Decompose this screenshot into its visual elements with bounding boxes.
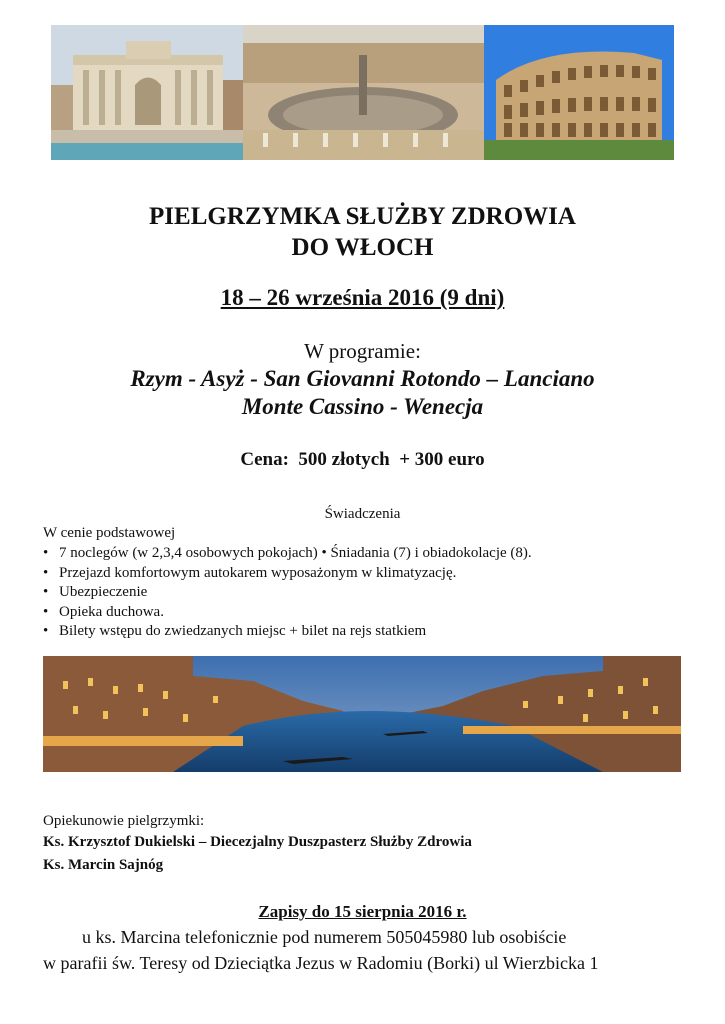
photo-venice-panorama: [43, 656, 681, 772]
benefit-item: • Opieka duchowa.: [43, 603, 532, 623]
organizer-name: Ks. Krzysztof Dukielski – Diecezjalny Duszpasterz Służby Zdrowia: [43, 834, 472, 850]
benefit-item: • Ubezpieczenie: [43, 583, 532, 603]
photo-st-peters-square: [243, 25, 484, 160]
benefit-item: • Bilety wstępu do zwiedzanych miejsc + bilet na rejs statkiem: [43, 622, 532, 642]
registration-address: w parafii św. Teresy od Dzieciątka Jezus w Radomiu (Borki) ul Wierzbicka 1: [43, 953, 599, 973]
photo-trevi-fountain: [51, 25, 243, 160]
trip-dates: 18 – 26 września 2016 (9 dni): [220, 285, 505, 310]
photo-colosseum: [484, 25, 674, 160]
price: Cena: 500 złotych + 300 euro: [240, 449, 485, 470]
title-line-1: PIELGRZYMKA SŁUŻBY ZDROWIA: [149, 203, 576, 230]
program-route-line-2: Monte Cassino - Wenecja: [241, 394, 484, 419]
program-label: W programie:: [304, 339, 421, 363]
benefit-item: • Przejazd komfortowym autokarem wyposażonym w klimatyzację.: [43, 564, 532, 584]
organizer-name: Ks. Marcin Sajnóg: [43, 857, 164, 873]
organizers-label: Opiekunowie pielgrzymki:: [43, 813, 205, 829]
benefits-list: [43, 544, 532, 642]
benefits-heading: Świadczenia: [324, 506, 401, 522]
registration-title: Zapisy do 15 sierpnia 2016 r.: [258, 902, 467, 921]
title-line-2: DO WŁOCH: [291, 234, 434, 261]
trip-dates-container: [0, 285, 725, 311]
benefits-intro: W cenie podstawowej: [43, 525, 176, 541]
program-route-line-1: Rzym - Asyż - San Giovanni Rotondo – Lanciano: [130, 366, 595, 391]
benefit-item: • 7 noclegów (w 2,3,4 osobowych pokojach) • Śniadania (7) i obiadokolacje (8).: [43, 544, 532, 564]
registration-contact: u ks. Marcina telefonicznie pod numerem 505045980 lub osobiście: [82, 927, 567, 947]
